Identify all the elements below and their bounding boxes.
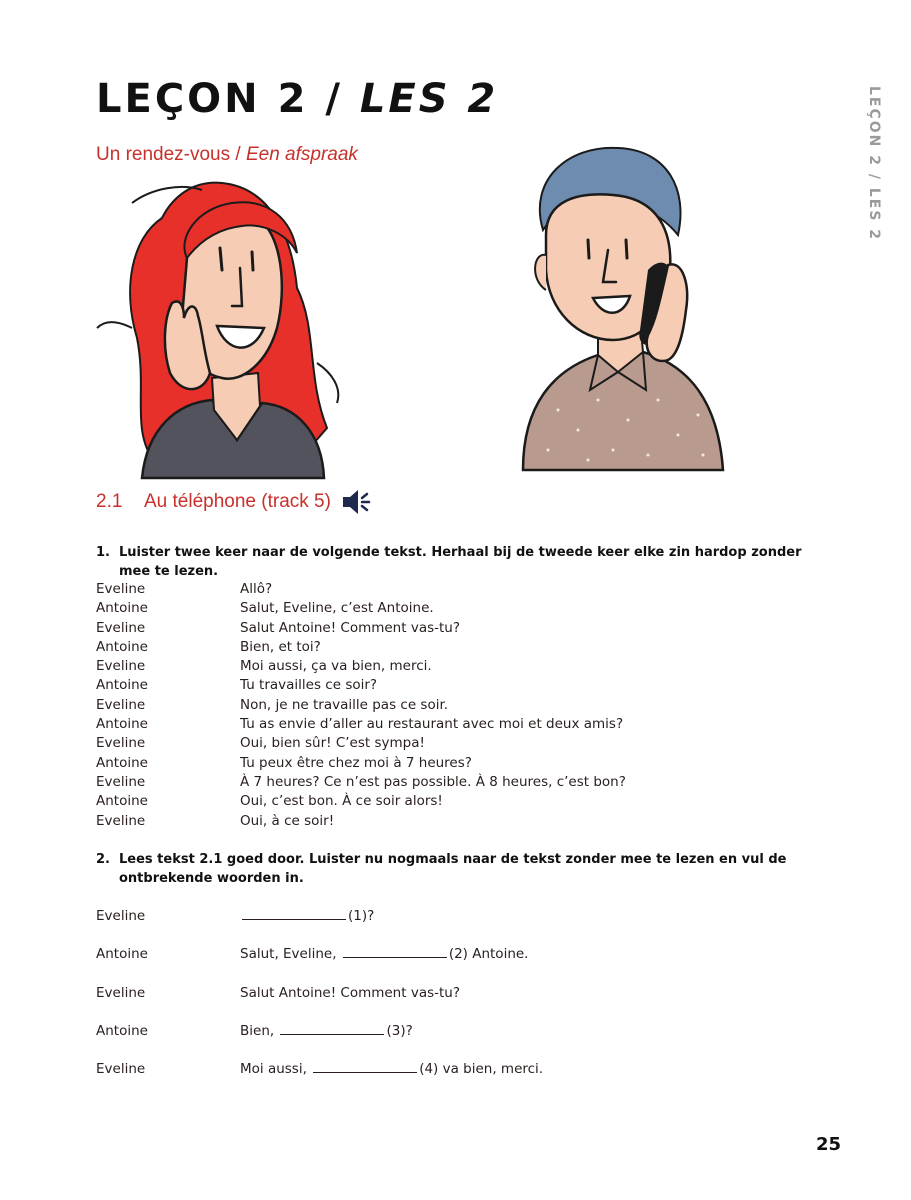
- text-before-blank: Salut, Eveline,: [240, 946, 337, 963]
- answer-blank[interactable]: [242, 907, 346, 920]
- dialogue-line: [96, 638, 626, 657]
- text-after-blank: (4) va bien, merci.: [419, 1061, 544, 1078]
- page-subtitle: [96, 144, 358, 166]
- fill-in-line: [96, 945, 543, 983]
- dialogue-line: [96, 580, 626, 599]
- fill-in-dialogue-list: [96, 907, 543, 1098]
- speaker-name: Eveline: [96, 735, 146, 752]
- answer-blank[interactable]: [343, 945, 447, 958]
- section-title: Au téléphone (track 5): [144, 491, 331, 512]
- title-italic: LES 2: [359, 76, 499, 122]
- dialogue-line: [96, 696, 626, 715]
- line-text: Salut Antoine! Comment vas-tu?: [240, 619, 461, 636]
- answer-blank[interactable]: [313, 1060, 417, 1073]
- section-number: 2.1: [96, 491, 123, 512]
- speaker-name: Antoine: [96, 716, 148, 733]
- speaker-name: Eveline: [96, 658, 146, 675]
- speaker-name: Eveline: [96, 984, 146, 1001]
- page-title: [96, 76, 498, 122]
- exercise-number: 1.: [96, 545, 110, 560]
- speaker-name: Eveline: [96, 908, 146, 924]
- fill-in-line: [96, 1060, 543, 1098]
- speaker-name: Antoine: [96, 1022, 148, 1039]
- exercise-1-instruction: [96, 543, 836, 581]
- speaker-name: Eveline: [96, 581, 146, 597]
- line-text: À 7 heures? Ce n’est pas possible. À 8 heures, c’est bon?: [240, 773, 626, 790]
- dialogue-line: [96, 657, 626, 676]
- text-after-blank: (2) Antoine.: [448, 946, 529, 963]
- speaker-name: Eveline: [96, 619, 146, 636]
- text-before-blank: Moi aussi,: [240, 1061, 307, 1078]
- line-content: Salut Antoine! Comment vas-tu?: [240, 984, 461, 1001]
- speaker-name: Eveline: [96, 1061, 146, 1078]
- line-content: [240, 945, 528, 983]
- speaker-name: Antoine: [96, 946, 148, 963]
- dialogue-list: [96, 580, 626, 831]
- line-text: Moi aussi, ça va bien, merci.: [240, 658, 432, 675]
- line-text: Allô?: [240, 581, 273, 597]
- speaker-name: Eveline: [96, 696, 146, 713]
- line-text: Bien, et toi?: [240, 638, 321, 655]
- dialogue-line: [96, 676, 626, 695]
- speaker-name: Eveline: [96, 812, 146, 829]
- dialogue-line: [96, 792, 626, 811]
- dialogue-line: [96, 599, 626, 618]
- text-before-blank: Bien,: [240, 1022, 275, 1039]
- speaker-name: Antoine: [96, 793, 148, 810]
- subtitle-italic: Een afspraak: [245, 144, 358, 165]
- fill-in-line: [96, 1022, 543, 1060]
- exercise-2-instruction: [96, 850, 836, 888]
- answer-blank[interactable]: [280, 1022, 384, 1035]
- instruction-text: Luister twee keer naar de volgende tekst. Herhaal bij de tweede keer elke zin hardop zonder mee te lezen.: [119, 545, 802, 579]
- speaker-name: Eveline: [96, 773, 146, 790]
- line-text: Salut, Eveline, c’est Antoine.: [240, 600, 434, 617]
- man-on-phone-illustration: [518, 140, 728, 475]
- fill-in-line: [96, 984, 543, 1022]
- subtitle-main: Un rendez-vous /: [96, 144, 246, 165]
- line-text: Oui, bien sûr! C’est sympa!: [240, 735, 425, 752]
- side-chapter-tab: LEÇON 2 / LES 2: [866, 86, 882, 242]
- speaker-name: Antoine: [96, 600, 148, 617]
- line-text: Tu peux être chez moi à 7 heures?: [240, 754, 472, 771]
- line-content: [240, 1060, 543, 1098]
- page-number: 25: [816, 1134, 842, 1155]
- dialogue-line: [96, 734, 626, 753]
- text-after-blank: (1)?: [348, 908, 375, 924]
- dialogue-line: [96, 715, 626, 734]
- line-content: [240, 1022, 413, 1060]
- speaker-name: Antoine: [96, 677, 148, 694]
- text-after-blank: (3)?: [386, 1022, 413, 1039]
- section-heading: [96, 488, 373, 516]
- line-content: [240, 907, 374, 945]
- speaker-name: Antoine: [96, 754, 148, 771]
- line-text: Non, je ne travaille pas ce soir.: [240, 696, 449, 713]
- speaker-name: Antoine: [96, 638, 148, 655]
- dialogue-line: [96, 619, 626, 638]
- line-text: Oui, à ce soir!: [240, 812, 335, 829]
- dialogue-line: [96, 754, 626, 773]
- line-text: Oui, c’est bon. À ce soir alors!: [240, 793, 443, 810]
- woman-on-phone-illustration: [92, 178, 354, 483]
- exercise-number: 2.: [96, 852, 110, 867]
- title-main: LEÇON 2 /: [96, 76, 360, 122]
- line-text: Tu as envie d’aller au restaurant avec moi et deux amis?: [240, 716, 624, 733]
- speaker-icon[interactable]: [341, 488, 373, 516]
- dialogue-line: [96, 773, 626, 792]
- line-text: Tu travailles ce soir?: [240, 677, 378, 694]
- dialogue-line: [96, 812, 626, 831]
- instruction-text: Lees tekst 2.1 goed door. Luister nu nogmaals naar de tekst zonder mee te lezen en vul de ontbrekende woorden in.: [119, 852, 787, 886]
- fill-in-line: [96, 907, 543, 945]
